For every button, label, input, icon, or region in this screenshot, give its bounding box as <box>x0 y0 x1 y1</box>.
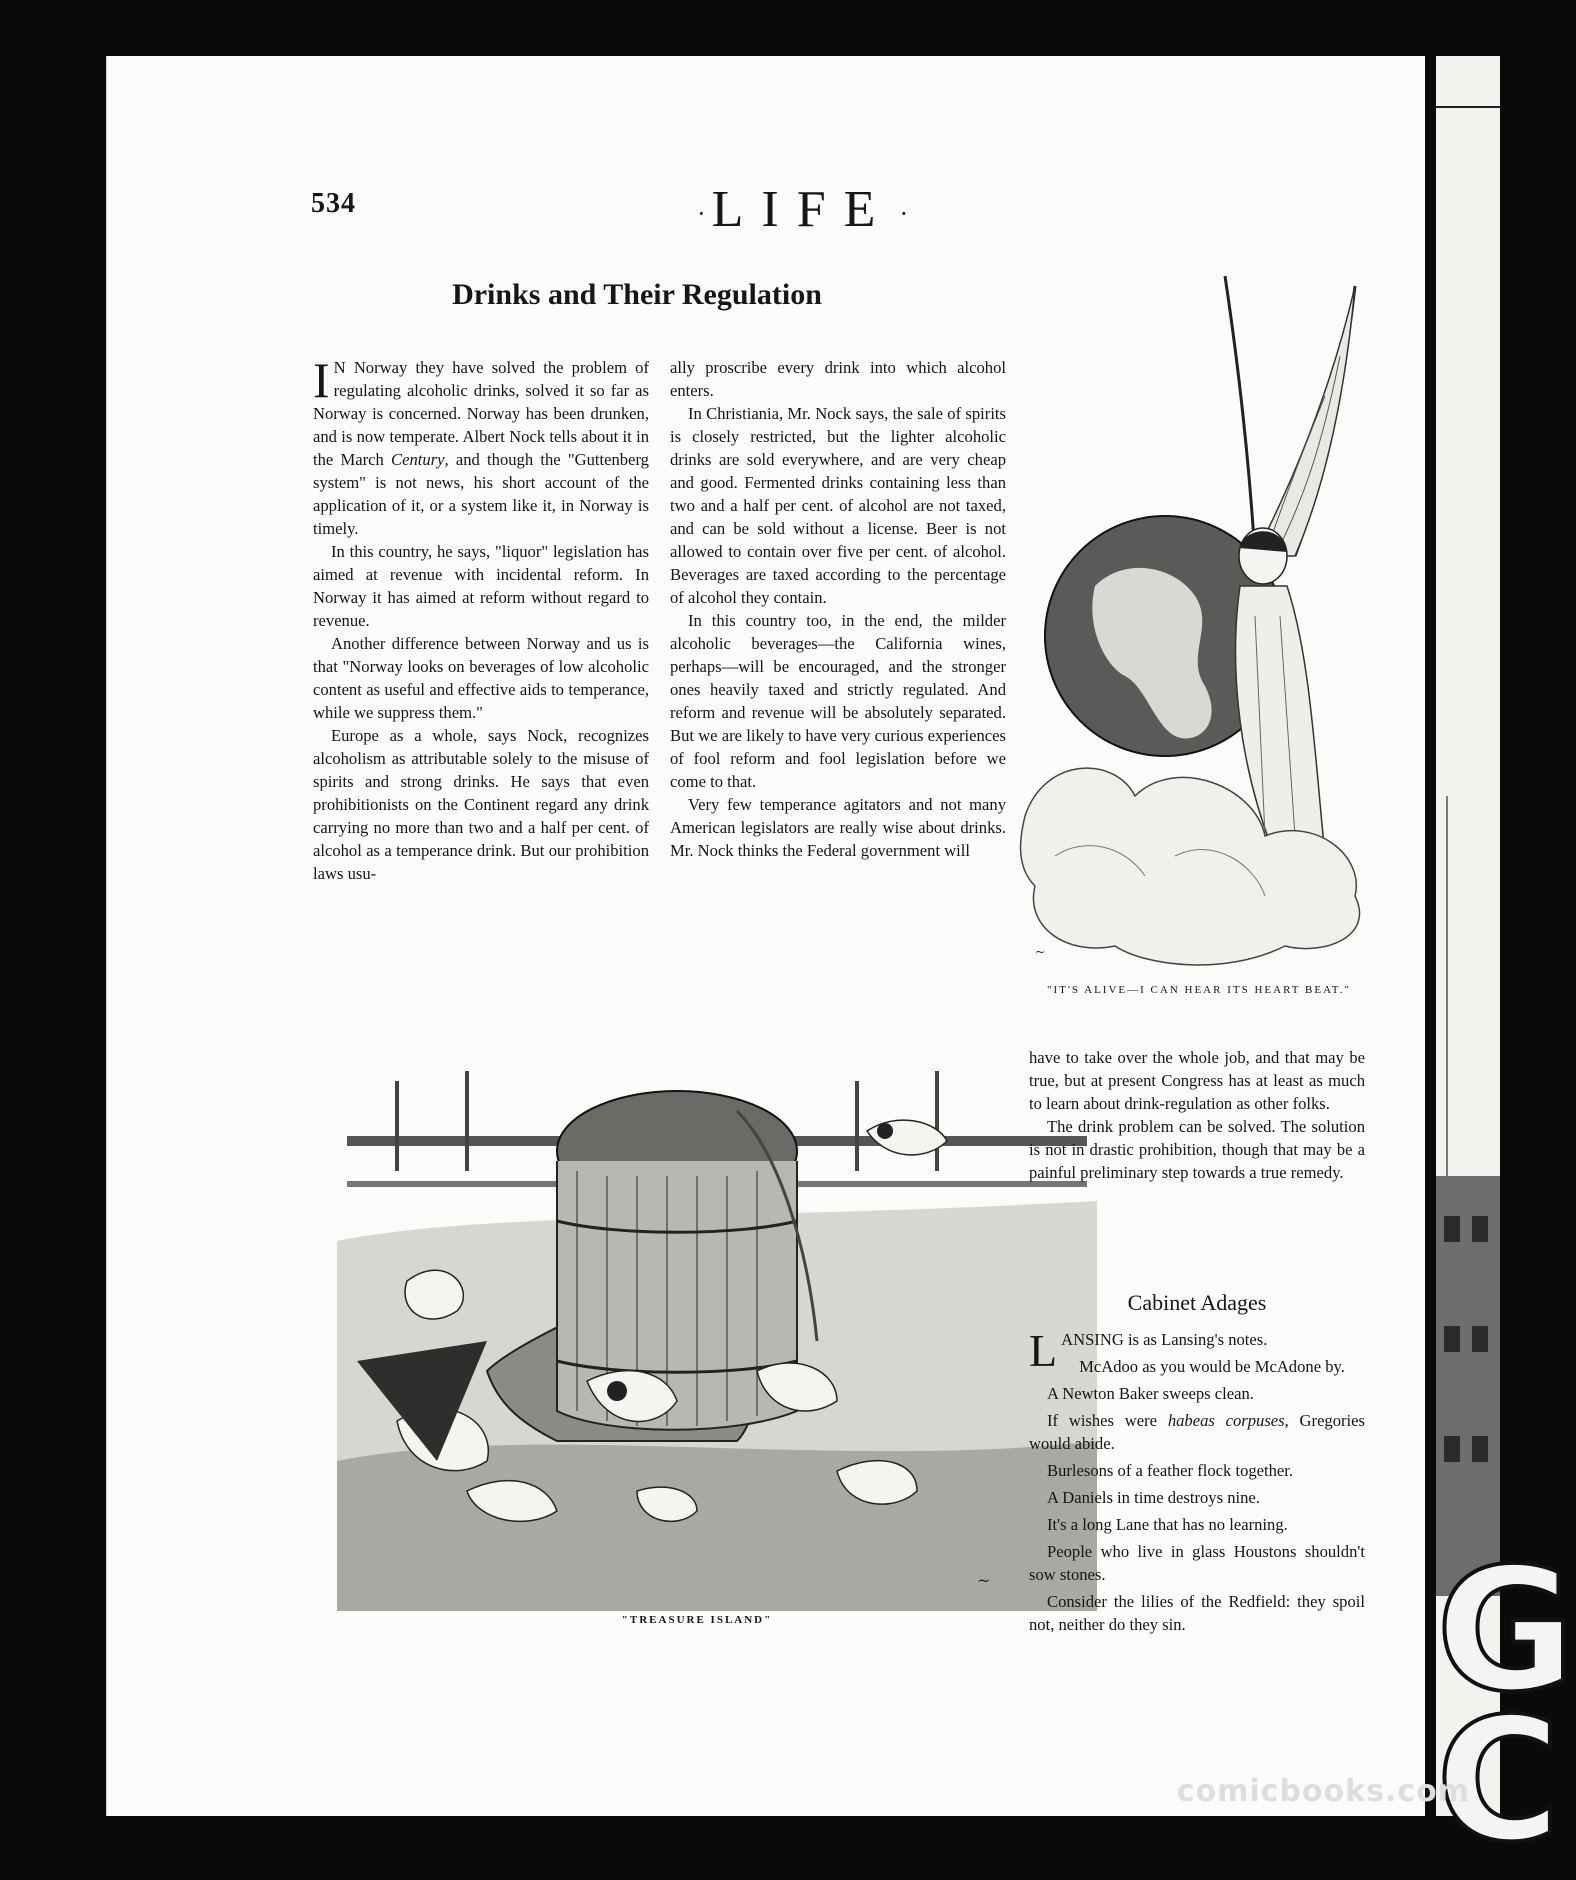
window <box>1472 1326 1488 1352</box>
masthead-dot-left: · <box>697 199 706 229</box>
adage: It's a long Lane that has no learning. <box>1047 1515 1288 1534</box>
artist-signature: ~ <box>1035 945 1046 959</box>
paragraph: The drink problem can be solved. The solution is not in drastic prohibition, though that may be a painful preliminary step towards a true remedy. <box>1029 1117 1365 1182</box>
adjacent-page-rule <box>1436 106 1500 108</box>
drop-cap: I <box>313 352 330 408</box>
angel-globe-illustration <box>1025 256 1375 976</box>
paragraph <box>313 352 649 540</box>
paragraph-text: N Norway they have solved the problem of regulating alcoholic drinks, solved it so far as Norway is concerned. Norway has been drunken, and is now temperate. Albert Nock tells about it in the March Century, and though the "Guttenberg system" is not news, his short account of the application of it, or a system like it, in Norway is timely. <box>313 358 649 538</box>
adage: Consider the lilies of the Redfield: they spoil not, neither do they sin. <box>1029 1592 1365 1634</box>
page-number: 534 <box>311 188 356 219</box>
paragraph: Very few temperance agitators and not many American legislators are really wise about drinks. Mr. Nock thinks the Federal government will <box>670 795 1006 860</box>
angel-caption: "IT'S ALIVE—I CAN HEAR ITS HEART BEAT." <box>1047 984 1351 996</box>
article-headline: Drinks and Their Regulation <box>452 278 822 311</box>
masthead <box>691 180 914 239</box>
drop-cap: L <box>1029 1325 1058 1376</box>
treasure-caption: "TREASURE ISLAND" <box>621 1614 773 1626</box>
magazine-page <box>106 56 1425 1816</box>
masthead-dot-right: · <box>899 199 909 229</box>
window <box>1472 1436 1488 1462</box>
paragraph: ally proscribe every drink into which alcohol enters. <box>670 358 1006 400</box>
adage: If wishes were habeas corpuses, Gregories would abide. <box>1029 1411 1365 1453</box>
masthead-title: LIFE <box>711 181 894 238</box>
adage: A Newton Baker sweeps clean. <box>1047 1384 1254 1403</box>
adage: People who live in glass Houstons shouldn't sow stones. <box>1029 1542 1365 1584</box>
adjacent-big-letter: C <box>1436 1682 1561 1880</box>
puppies-barrel-illustration <box>337 1041 1097 1611</box>
watermark: comicbooks.com <box>1176 1774 1470 1809</box>
adage: A Daniels in time destroys nine. <box>1047 1488 1260 1507</box>
paragraph: Europe as a whole, says Nock, recognizes alcoholism as attributable solely to the misuse of spirits and strong drinks. He says that even prohibitionists on the Continent regard any drink carrying no more than two and a half per cent. of alcohol as a temperance drink. But our prohibition laws usu- <box>313 726 649 883</box>
paragraph: In Christiania, Mr. Nock says, the sale of spirits is closely restricted, but the lighter alcoholic drinks are sold everywhere, and are very cheap and good. Fermented drinks containing less than two and a half per cent. of alcohol are not taxed, and can be sold without a license. Beer is not allowed to contain over five per cent. of alcohol. Beverages are taxed according to the percentage of alcohol they contain. <box>670 404 1006 607</box>
adage-text: ANSING is as Lansing's notes. <box>1061 1330 1268 1349</box>
article-column-3 <box>1029 1046 1365 1184</box>
adages-list <box>1029 1325 1365 1640</box>
window <box>1444 1436 1460 1462</box>
adjacent-page-edge <box>1436 56 1576 1880</box>
article-column-1 <box>313 352 649 885</box>
adages-title: Cabinet Adages <box>1127 1290 1267 1315</box>
article-column-2 <box>670 356 1006 862</box>
paragraph: have to take over the whole job, and that may be true, but at present Congress has at least as much to learn about drink-regulation as other folks. <box>1029 1048 1365 1113</box>
paragraph: In this country too, in the end, the milder alcoholic beverages—the California wines, perhaps—will be encouraged, and the stronger ones heavily taxed and strictly regulated. And reform and revenue will be absolutely separated. But we are likely to have very curious experiences of fool reform and fool legislation before we come to that. <box>670 611 1006 791</box>
paragraph: Another difference between Norway and us is that "Norway looks on beverages of low alcoholic content as useful and effective aids to temperance, while we suppress them." <box>313 634 649 722</box>
artist-signature: ~ <box>977 1571 991 1590</box>
paragraph: In this country, he says, "liquor" legislation has aimed at revenue with incidental reform. In Norway it has aimed at reform without regard to revenue. <box>313 542 649 630</box>
adage: Burlesons of a feather flock together. <box>1047 1461 1294 1480</box>
window <box>1444 1216 1460 1242</box>
window <box>1444 1326 1460 1352</box>
window <box>1472 1216 1488 1242</box>
adage: McAdoo as you would be McAdone by. <box>1079 1357 1345 1376</box>
adjacent-tree-drawing <box>1446 796 1502 1176</box>
adjacent-big-letter: G <box>1436 1532 1576 1730</box>
